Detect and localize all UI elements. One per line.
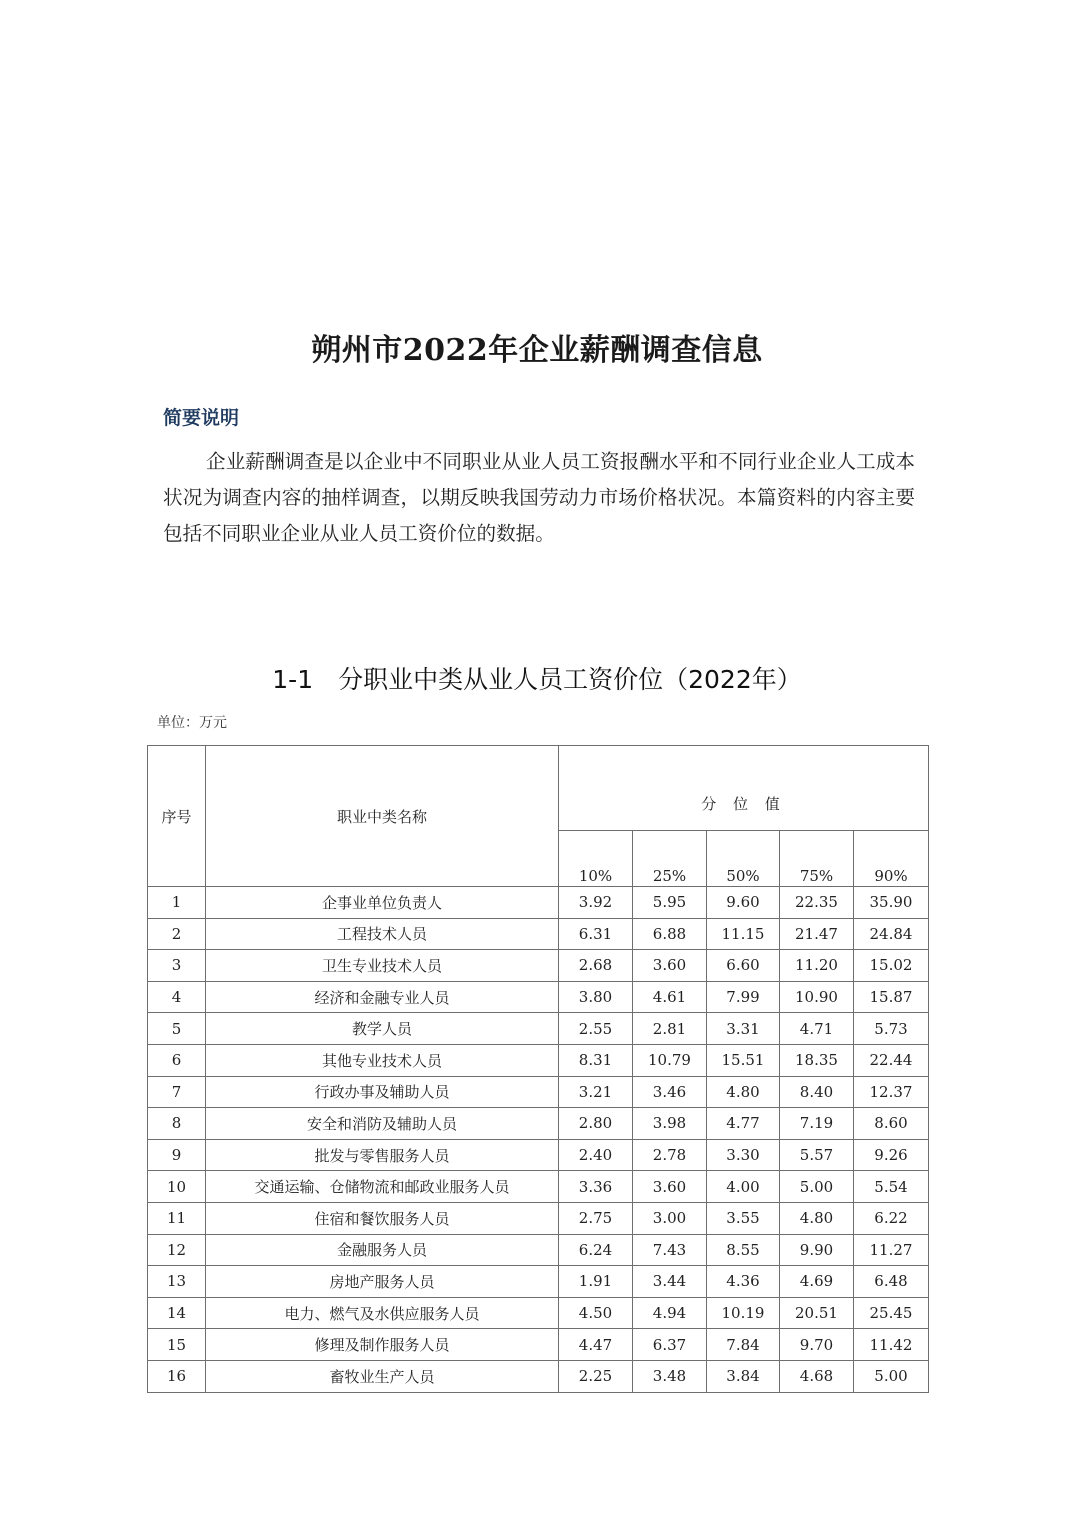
cell-p90: 6.22 bbox=[854, 1202, 929, 1234]
table-row bbox=[148, 1013, 929, 1045]
cell-p75: 9.90 bbox=[780, 1234, 854, 1266]
cell-index: 14 bbox=[148, 1297, 206, 1329]
table-title: 1-1 分职业中类从业人员工资价位（2022年） bbox=[272, 665, 802, 694]
cell-p25: 2.81 bbox=[633, 1013, 707, 1045]
cell-p75: 22.35 bbox=[780, 887, 854, 919]
cell-p90: 35.90 bbox=[854, 887, 929, 919]
unit-note: 单位：万元 bbox=[157, 715, 227, 731]
table-row bbox=[148, 1044, 929, 1076]
cell-index: 7 bbox=[148, 1076, 206, 1108]
cell-p25: 7.43 bbox=[633, 1234, 707, 1266]
cell-p50: 10.19 bbox=[707, 1297, 780, 1329]
cell-p75: 4.80 bbox=[780, 1202, 854, 1234]
cell-occupation-name: 行政办事及辅助人员 bbox=[206, 1076, 559, 1108]
cell-index: 3 bbox=[148, 950, 206, 982]
table-row bbox=[148, 981, 929, 1013]
cell-p25: 10.79 bbox=[633, 1044, 707, 1076]
header-p50: 50% bbox=[707, 831, 780, 887]
cell-occupation-name: 金融服务人员 bbox=[206, 1234, 559, 1266]
header-p10: 10% bbox=[559, 831, 633, 887]
table-header bbox=[148, 746, 929, 887]
cell-occupation-name: 批发与零售服务人员 bbox=[206, 1139, 559, 1171]
cell-p75: 8.40 bbox=[780, 1076, 854, 1108]
cell-p75: 21.47 bbox=[780, 918, 854, 950]
cell-p25: 3.60 bbox=[633, 950, 707, 982]
cell-p90: 8.60 bbox=[854, 1108, 929, 1140]
cell-p10: 2.40 bbox=[559, 1139, 633, 1171]
cell-p50: 4.36 bbox=[707, 1266, 780, 1298]
cell-p75: 5.57 bbox=[780, 1139, 854, 1171]
cell-p75: 7.19 bbox=[780, 1108, 854, 1140]
cell-occupation-name: 经济和金融专业人员 bbox=[206, 981, 559, 1013]
cell-p75: 10.90 bbox=[780, 981, 854, 1013]
cell-p75: 4.68 bbox=[780, 1360, 854, 1392]
table-row bbox=[148, 1076, 929, 1108]
cell-p50: 4.77 bbox=[707, 1108, 780, 1140]
cell-p50: 7.99 bbox=[707, 981, 780, 1013]
cell-p90: 15.87 bbox=[854, 981, 929, 1013]
cell-index: 2 bbox=[148, 918, 206, 950]
cell-p50: 9.60 bbox=[707, 887, 780, 919]
cell-occupation-name: 修理及制作服务人员 bbox=[206, 1329, 559, 1361]
cell-occupation-name: 房地产服务人员 bbox=[206, 1266, 559, 1298]
cell-index: 1 bbox=[148, 887, 206, 919]
cell-p25: 3.46 bbox=[633, 1076, 707, 1108]
cell-p10: 2.25 bbox=[559, 1360, 633, 1392]
cell-p50: 6.60 bbox=[707, 950, 780, 982]
cell-p25: 2.78 bbox=[633, 1139, 707, 1171]
table-row bbox=[148, 918, 929, 950]
cell-p90: 11.27 bbox=[854, 1234, 929, 1266]
cell-p75: 9.70 bbox=[780, 1329, 854, 1361]
cell-p10: 6.24 bbox=[559, 1234, 633, 1266]
table-row bbox=[148, 1297, 929, 1329]
cell-p75: 20.51 bbox=[780, 1297, 854, 1329]
cell-p50: 3.55 bbox=[707, 1202, 780, 1234]
cell-p50: 3.31 bbox=[707, 1013, 780, 1045]
header-p90: 90% bbox=[854, 831, 929, 887]
header-percentile-group: 分 位 值 bbox=[559, 746, 929, 831]
cell-index: 4 bbox=[148, 981, 206, 1013]
cell-index: 9 bbox=[148, 1139, 206, 1171]
cell-index: 13 bbox=[148, 1266, 206, 1298]
cell-p25: 3.00 bbox=[633, 1202, 707, 1234]
table-row bbox=[148, 1329, 929, 1361]
table-row bbox=[148, 1139, 929, 1171]
cell-occupation-name: 工程技术人员 bbox=[206, 918, 559, 950]
cell-occupation-name: 电力、燃气及水供应服务人员 bbox=[206, 1297, 559, 1329]
cell-index: 15 bbox=[148, 1329, 206, 1361]
header-occupation-name: 职业中类名称 bbox=[206, 746, 559, 887]
cell-p90: 24.84 bbox=[854, 918, 929, 950]
header-p25: 25% bbox=[633, 831, 707, 887]
cell-occupation-name: 企事业单位负责人 bbox=[206, 887, 559, 919]
table-body bbox=[148, 887, 929, 1393]
cell-p90: 12.37 bbox=[854, 1076, 929, 1108]
cell-p25: 4.94 bbox=[633, 1297, 707, 1329]
cell-index: 6 bbox=[148, 1044, 206, 1076]
cell-occupation-name: 交通运输、仓储物流和邮政业服务人员 bbox=[206, 1171, 559, 1203]
cell-index: 8 bbox=[148, 1108, 206, 1140]
cell-p10: 1.91 bbox=[559, 1266, 633, 1298]
cell-p10: 2.75 bbox=[559, 1202, 633, 1234]
cell-index: 12 bbox=[148, 1234, 206, 1266]
cell-p10: 3.80 bbox=[559, 981, 633, 1013]
cell-occupation-name: 卫生专业技术人员 bbox=[206, 950, 559, 982]
cell-occupation-name: 住宿和餐饮服务人员 bbox=[206, 1202, 559, 1234]
cell-p90: 25.45 bbox=[854, 1297, 929, 1329]
cell-occupation-name: 畜牧业生产人员 bbox=[206, 1360, 559, 1392]
cell-index: 11 bbox=[148, 1202, 206, 1234]
cell-p25: 3.44 bbox=[633, 1266, 707, 1298]
cell-p10: 3.92 bbox=[559, 887, 633, 919]
cell-p50: 3.84 bbox=[707, 1360, 780, 1392]
cell-p10: 3.36 bbox=[559, 1171, 633, 1203]
table-row bbox=[148, 887, 929, 919]
cell-occupation-name: 教学人员 bbox=[206, 1013, 559, 1045]
cell-p75: 11.20 bbox=[780, 950, 854, 982]
cell-p25: 3.48 bbox=[633, 1360, 707, 1392]
cell-p90: 5.73 bbox=[854, 1013, 929, 1045]
cell-occupation-name: 安全和消防及辅助人员 bbox=[206, 1108, 559, 1140]
document-title: 朔州市2022年企业薪酬调查信息 bbox=[311, 333, 763, 369]
cell-p90: 15.02 bbox=[854, 950, 929, 982]
intro-paragraph: 企业薪酬调查是以企业中不同职业从业人员工资报酬水平和不同行业企业人工成本状况为调查内容的抽样调查，以期反映我国劳动力市场价格状况。本篇资料的内容主要包括不同职业企业从业人员工资价位的数据。 bbox=[163, 450, 915, 545]
cell-p10: 2.80 bbox=[559, 1108, 633, 1140]
cell-p75: 4.71 bbox=[780, 1013, 854, 1045]
cell-p50: 7.84 bbox=[707, 1329, 780, 1361]
cell-p10: 8.31 bbox=[559, 1044, 633, 1076]
cell-p50: 3.30 bbox=[707, 1139, 780, 1171]
cell-p50: 4.80 bbox=[707, 1076, 780, 1108]
cell-p25: 3.98 bbox=[633, 1108, 707, 1140]
table-row bbox=[148, 1108, 929, 1140]
cell-index: 5 bbox=[148, 1013, 206, 1045]
table-row bbox=[148, 1234, 929, 1266]
table-row bbox=[148, 1171, 929, 1203]
cell-p25: 4.61 bbox=[633, 981, 707, 1013]
cell-p90: 5.00 bbox=[854, 1360, 929, 1392]
cell-p90: 11.42 bbox=[854, 1329, 929, 1361]
cell-p25: 5.95 bbox=[633, 887, 707, 919]
header-p75: 75% bbox=[780, 831, 854, 887]
cell-index: 10 bbox=[148, 1171, 206, 1203]
cell-p25: 6.37 bbox=[633, 1329, 707, 1361]
cell-p25: 3.60 bbox=[633, 1171, 707, 1203]
table-row bbox=[148, 950, 929, 982]
cell-p75: 5.00 bbox=[780, 1171, 854, 1203]
section-heading: 简要说明 bbox=[163, 407, 240, 429]
cell-p90: 6.48 bbox=[854, 1266, 929, 1298]
cell-p90: 9.26 bbox=[854, 1139, 929, 1171]
table-row bbox=[148, 1266, 929, 1298]
cell-index: 16 bbox=[148, 1360, 206, 1392]
cell-p10: 4.50 bbox=[559, 1297, 633, 1329]
header-index: 序号 bbox=[148, 746, 206, 887]
cell-p10: 4.47 bbox=[559, 1329, 633, 1361]
table-row bbox=[148, 1202, 929, 1234]
cell-p10: 2.55 bbox=[559, 1013, 633, 1045]
cell-p75: 4.69 bbox=[780, 1266, 854, 1298]
cell-p10: 3.21 bbox=[559, 1076, 633, 1108]
cell-p25: 6.88 bbox=[633, 918, 707, 950]
cell-p50: 15.51 bbox=[707, 1044, 780, 1076]
cell-p90: 5.54 bbox=[854, 1171, 929, 1203]
cell-p10: 6.31 bbox=[559, 918, 633, 950]
cell-p75: 18.35 bbox=[780, 1044, 854, 1076]
salary-table bbox=[147, 745, 929, 1393]
cell-p50: 11.15 bbox=[707, 918, 780, 950]
cell-p90: 22.44 bbox=[854, 1044, 929, 1076]
cell-p50: 8.55 bbox=[707, 1234, 780, 1266]
cell-p10: 2.68 bbox=[559, 950, 633, 982]
cell-occupation-name: 其他专业技术人员 bbox=[206, 1044, 559, 1076]
cell-p50: 4.00 bbox=[707, 1171, 780, 1203]
table-row bbox=[148, 1360, 929, 1392]
